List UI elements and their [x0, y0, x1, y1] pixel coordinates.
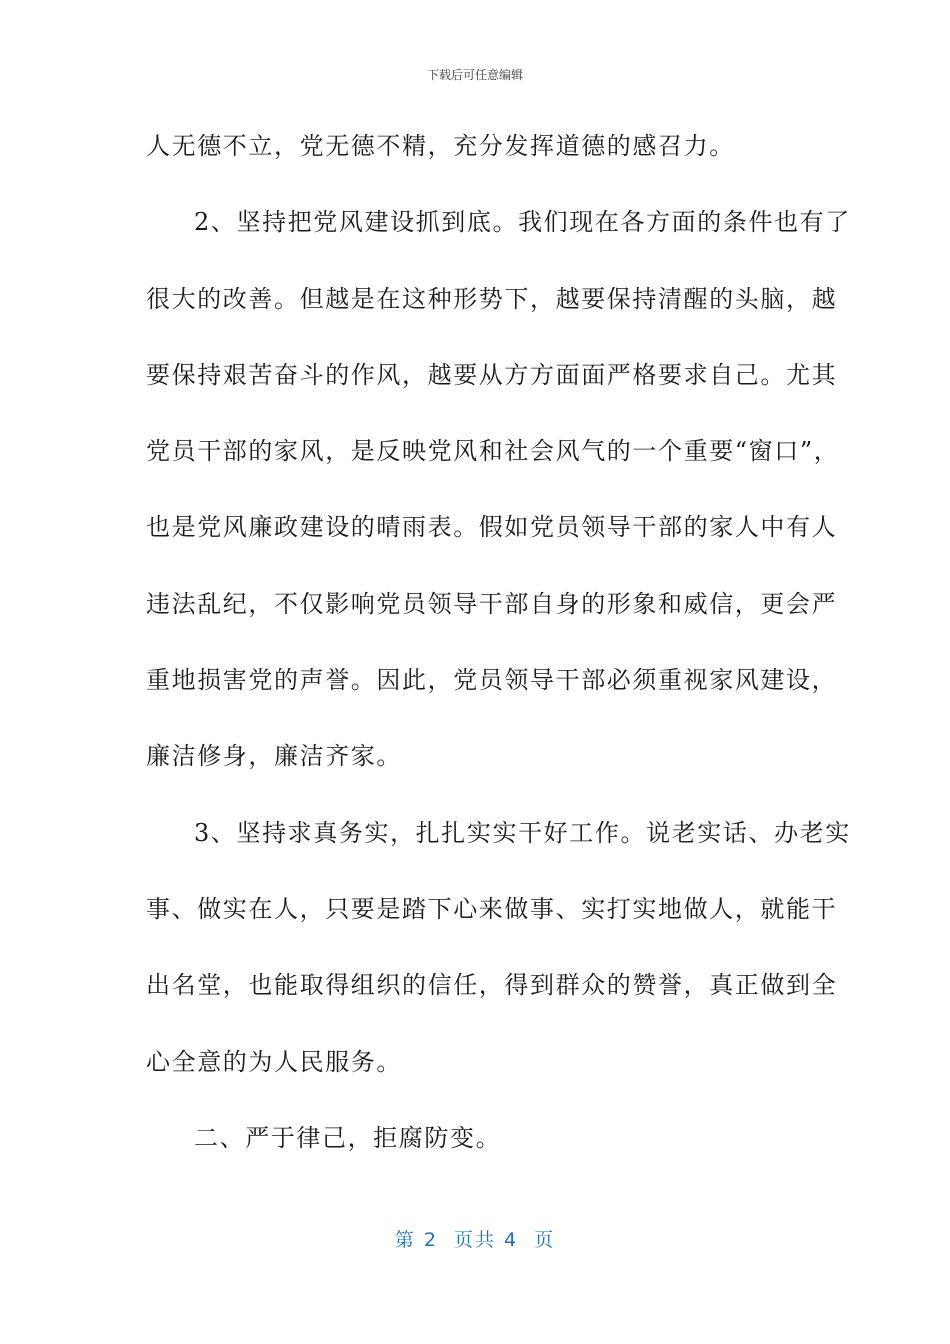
- text-line: 也是党风廉政建设的晴雨表。假如党员领导干部的家人中有人: [146, 513, 838, 542]
- document-body: [146, 120, 851, 1188]
- text-line: 心全意的为人民服务。: [146, 1047, 402, 1076]
- text-line: 事、做实在人，只要是踏下心来做事、实打实地做人，就能干: [146, 894, 838, 923]
- page-number-footer: 第 2 页共 4 页: [394, 1229, 556, 1251]
- text-line: 重地损害党的声誉。因此，党员领导干部必须重视家风建设，: [146, 666, 838, 695]
- text-line: 廉洁修身，廉洁齐家。: [146, 742, 402, 771]
- text-line: 人无德不立，党无德不精，充分发挥道德的感召力。: [146, 132, 735, 160]
- text-line: 要保持艰苦奋斗的作风，越要从方方面面严格要求自己。尤其: [146, 360, 838, 389]
- text-line: 很大的改善。但越是在这种形势下，越要保持清醒的头脑，越: [146, 284, 838, 313]
- text-line: 出名堂，也能取得组织的信任，得到群众的赞誉，真正做到全: [146, 971, 838, 1000]
- section-heading: 二、严于律己，拒腐防变。: [194, 1123, 502, 1152]
- header-note: 下载后可任意编辑: [426, 68, 523, 82]
- text-line: 3、坚持求真务实，扎扎实实干好工作。说老实话、办老实: [194, 818, 851, 847]
- text-line: 党员干部的家风，是反映党风和社会风气的一个重要“窗口”，: [146, 437, 840, 466]
- text-line: 2、坚持把党风建设抓到底。我们现在各方面的条件也有了: [194, 208, 851, 237]
- text-line: 违法乱纪，不仅影响党员领导干部自身的形象和威信，更会严: [146, 589, 838, 618]
